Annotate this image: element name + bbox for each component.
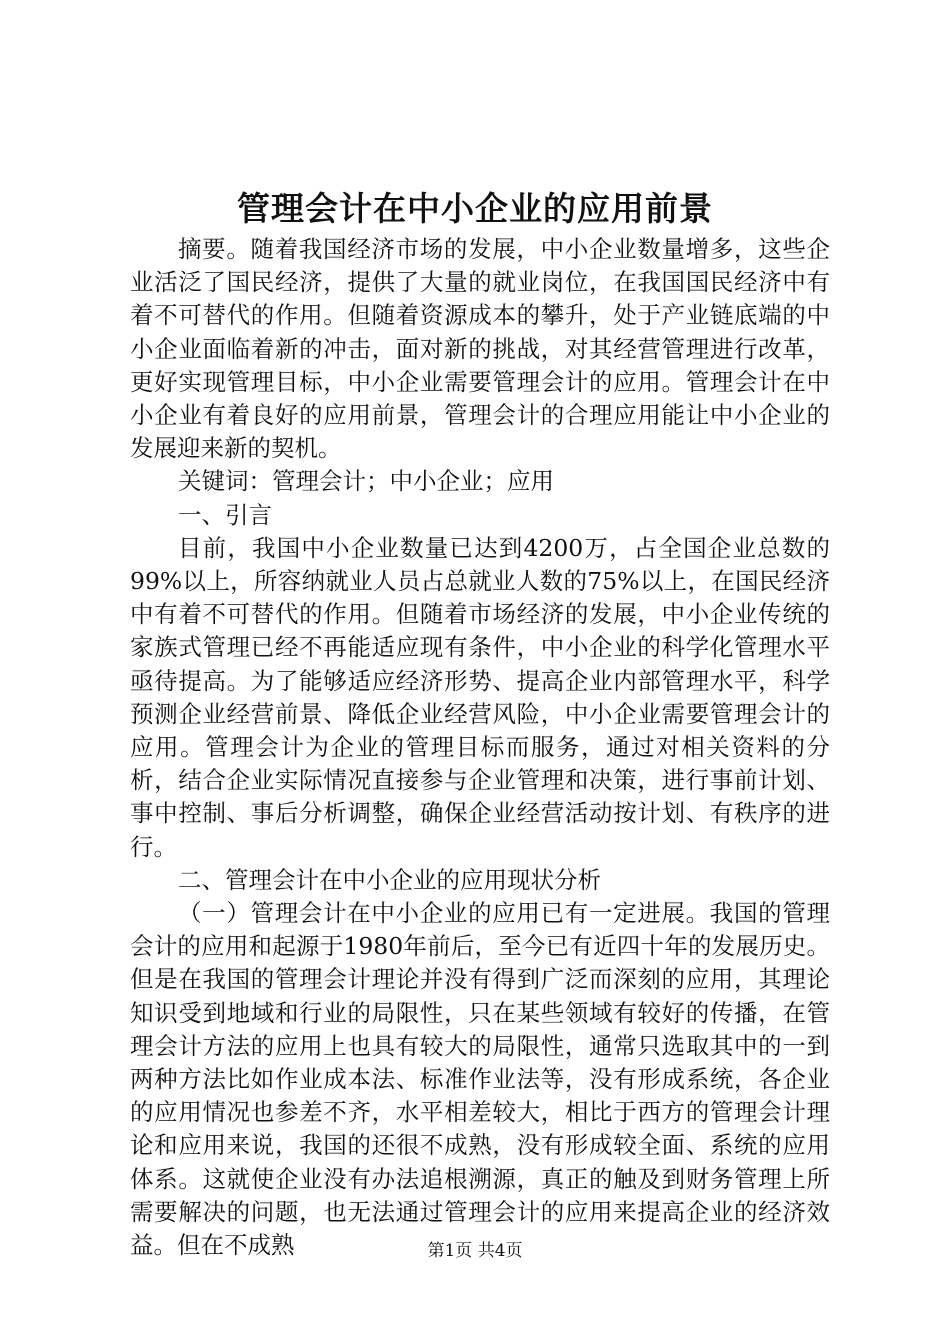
section-heading-introduction: 一、引言 [178,500,272,529]
keywords-line: 关键词：管理会计；中小企业；应用 [178,467,554,496]
introduction-paragraph: 目前，我国中小企业数量已达到4200万，占全国企业总数的99%以上，所容纳就业人员占总就业人数的75%以上，在国民经济中有着不可替代的作用。但随着市场经济的发展，中小企业传统的家族式管理已经不再能适应现有条件，中小企业的科学化管理水平亟待提高。为了能够适应经济形势、提高企业内部管理水平，科学预测企业经营前景、降低企业经营风险，中小企业需要管理会计的应用。管理会计为企业的管理目标而服务，通过对相关资料的分析，结合企业实际情况直接参与企业管理和决策，进行事前计划、事中控制、事后分析调整，确保企业经营活动按计划、有秩序的进行。 [130,533,830,861]
document-title: 管理会计在中小企业的应用前景 [237,189,713,228]
section-heading-status: 二、管理会计在中小企业的应用现状分析 [178,865,601,894]
page-footer: 第1页 共4页 [427,1241,523,1261]
document-body [130,233,830,1262]
status-paragraph-1: （一）管理会计在中小企业的应用已有一定进展。我国的管理会计的应用和起源于1980年前后，至今已有近四十年的发展历史。但是在我国的管理会计理论并没有得到广泛而深刻的应用，其理论知识受到地域和行业的局限性，只在某些领域有较好的传播，在管理会计方法的应用上也具有较大的局限性，通常只选取其中的一到两种方法比如作业成本法、标准作业法等，没有形成系统，各企业的应用情况也参差不齐，水平相差较大，相比于西方的管理会计理论和应用来说，我国的还很不成熟，没有形成较全面、系统的应用体系。这就使企业没有办法追根溯源，真正的触及到财务管理上所需要解决的问题，也无法通过管理会计的应用来提高企业的经济效益。但在不成熟 [130,899,830,1260]
abstract-paragraph: 摘要。随着我国经济市场的发展，中小企业数量增多，这些企业活泛了国民经济，提供了大量的就业岗位，在我国国民经济中有着不可替代的作用。但随着资源成本的攀升，处于产业链底端的中小企业面临着新的冲击，面对新的挑战，对其经营管理进行改革，更好实现管理目标，中小企业需要管理会计的应用。管理会计在中小企业有着良好的应用前景，管理会计的合理应用能让中小企业的发展迎来新的契机。 [130,235,830,463]
